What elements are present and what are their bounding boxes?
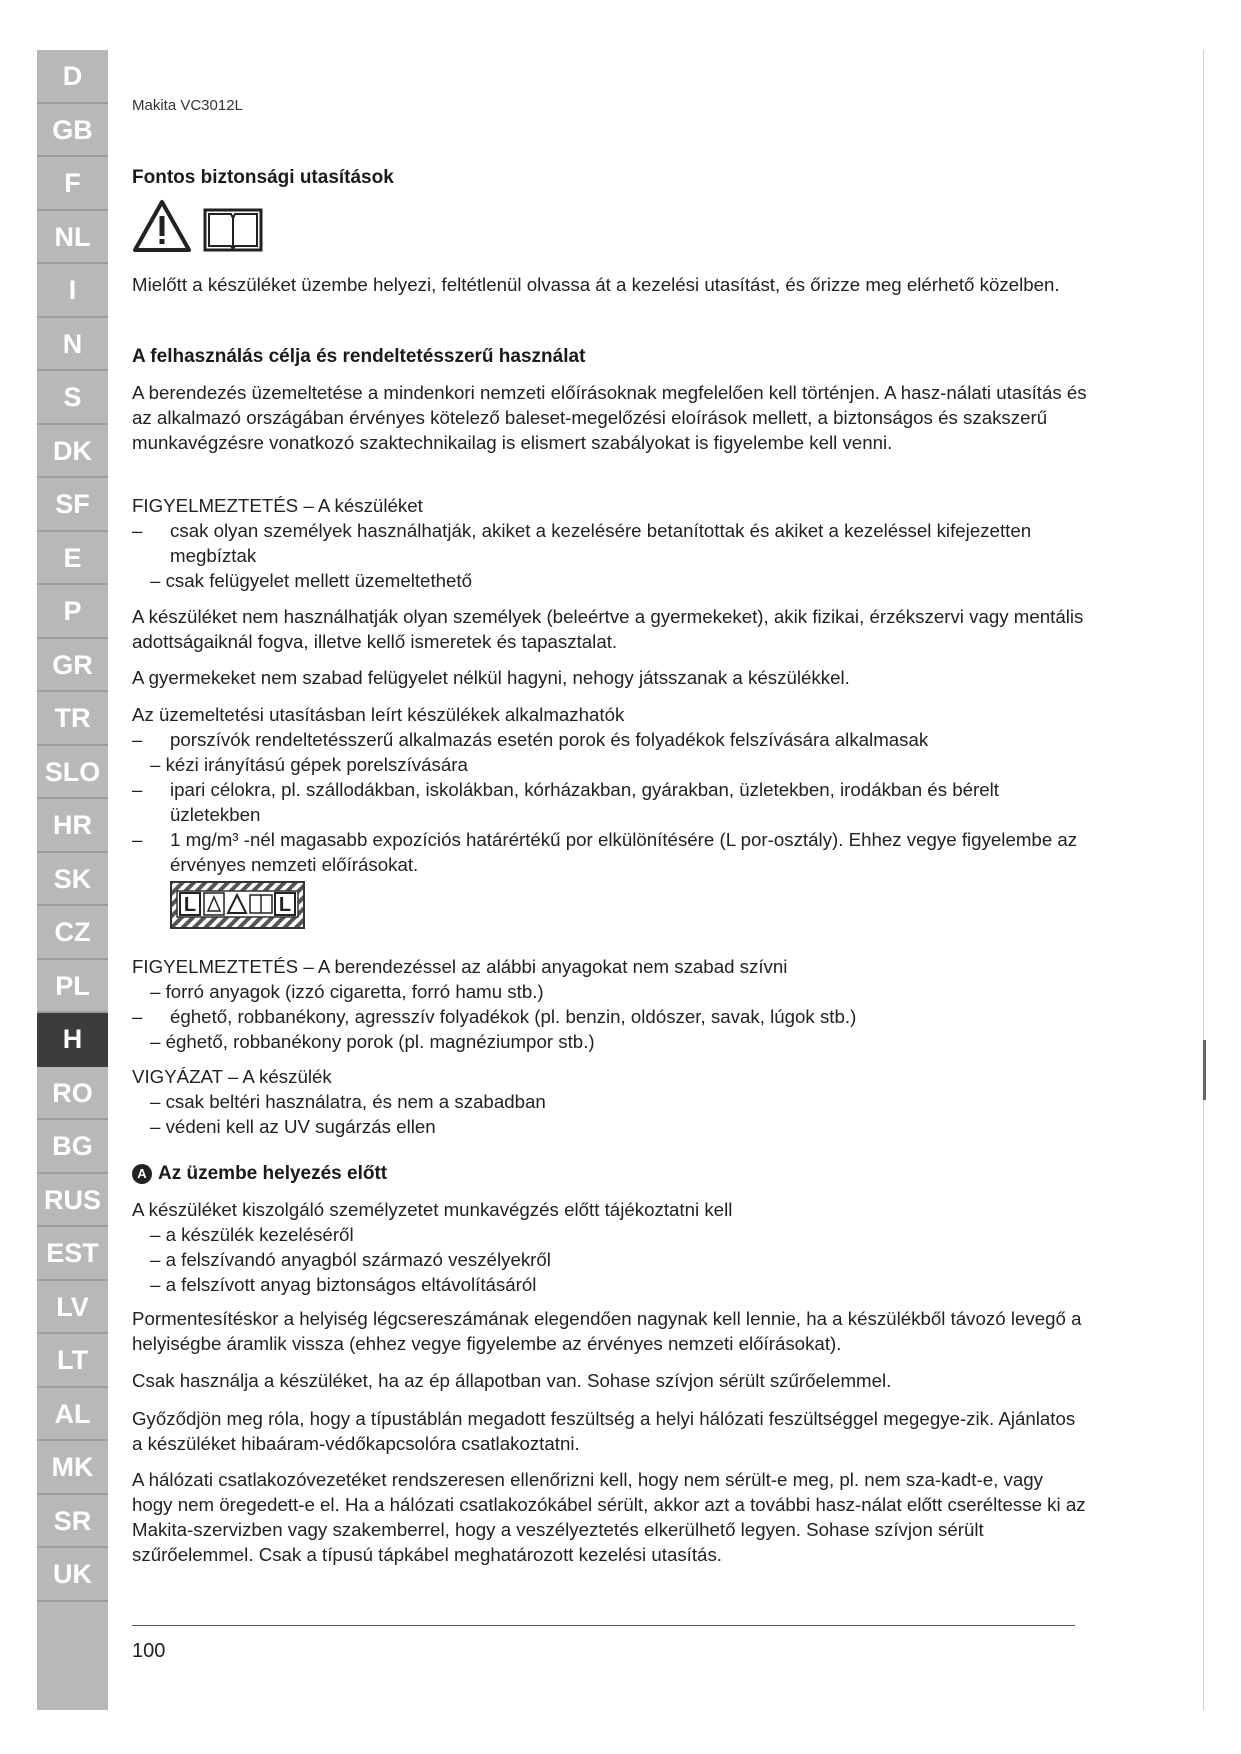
warning-2-lead: FIGYELMEZTETÉS – A berendezéssel az alábbi anyagokat nem szabad szívni xyxy=(132,956,788,977)
language-tab-sf[interactable]: SF xyxy=(37,478,108,532)
language-tab-pl[interactable]: PL xyxy=(37,960,108,1014)
language-tab-lt[interactable]: LT xyxy=(37,1334,108,1388)
right-margin-marker xyxy=(1203,1040,1206,1100)
usage-block xyxy=(132,702,1087,877)
list-item: – ipari célokra, pl. szállodákban, iskolákban, kórházakban, gyárakban, üzletekben, irodákban és bérelt üzletekben xyxy=(132,779,999,825)
condition-paragraph: Csak használja a készüléket, ha az ép állapotban van. Sohase szívjon sérült szűrőelemmel. xyxy=(132,1370,892,1391)
section-a-badge: A xyxy=(132,1164,152,1184)
briefing-lead: A készüléket kiszolgáló személyzetet munkavégzés előtt tájékoztatni kell xyxy=(132,1199,733,1220)
label-letter-right: L xyxy=(278,894,292,916)
usage-lead: Az üzemeltetési utasításban leírt készülékek alkalmazhatók xyxy=(132,704,625,725)
list-item: – csak felügyelet mellett üzemeltethető xyxy=(150,570,473,591)
language-tab-n[interactable]: N xyxy=(37,318,108,372)
language-tab-ro[interactable]: RO xyxy=(37,1067,108,1121)
language-tab-d[interactable]: D xyxy=(37,50,108,104)
language-tab-f[interactable]: F xyxy=(37,157,108,211)
language-tab-i[interactable]: I xyxy=(37,264,108,318)
list-item: – kézi irányítású gépek porelszívására xyxy=(150,754,468,775)
warning-1-lead: FIGYELMEZTETÉS – A készüléket xyxy=(132,495,423,516)
list-item: – éghető, robbanékony porok (pl. magnéziumpor stb.) xyxy=(150,1031,595,1052)
list-item: – védeni kell az UV sugárzás ellen xyxy=(150,1116,436,1137)
caution-lead: VIGYÁZAT – A készülék xyxy=(132,1066,332,1087)
language-tab-mk[interactable]: MK xyxy=(37,1441,108,1495)
warning-block-1 xyxy=(132,493,1087,593)
language-tab-p[interactable]: P xyxy=(37,585,108,639)
briefing-block xyxy=(132,1197,1087,1297)
language-tab-s[interactable]: S xyxy=(37,371,108,425)
language-tab-sk[interactable]: SK xyxy=(37,853,108,907)
list-item: – 1 mg/m³ -nél magasabb expozíciós határértékű por elkülönítésére (L por-osztály). Ehhez vegye figyelembe az érvényes nemzeti előírásokat. xyxy=(132,829,1078,875)
language-tab-nl[interactable]: NL xyxy=(37,211,108,265)
label-letter-left: L xyxy=(183,894,197,916)
page-number: 100 xyxy=(132,1640,166,1662)
list-item: – csak beltéri használatra, és nem a szabadban xyxy=(150,1091,546,1112)
cable-paragraph: A hálózati csatlakozóvezetéket rendszeresen ellenőrizni kell, hogy nem sérült-e meg, pl. nem sza-kadt-e, vagy hogy nem öregedett-e el. Ha a hálózati csatlakozókábel sérült, akkor azt a további hasz-nálat előtt cseréltesse ki az Makita-szervizben vagy szakemberrel, hogy a veszélyeztetés elkerülhető legyen. Sohase szívjon sérült szűrőelemmel. Csak a típusú tápkábel meghatározott kezelési utasítás. xyxy=(132,1469,1086,1565)
list-item: – a készülék kezeléséről xyxy=(150,1224,354,1245)
language-tab-gr[interactable]: GR xyxy=(37,639,108,693)
list-item: – a felszívott anyag biztonságos eltávolításáról xyxy=(150,1274,537,1295)
list-item: – porszívók rendeltetésszerű alkalmazás esetén porok és folyadékok felszívására alkalmasak xyxy=(132,729,929,750)
ventilation-paragraph: Pormentesítéskor a helyiség légcsereszámának elegendően nagynak kell lennie, ha a készülékből távozó levegő a helyiségbe áramlik vissza (ehhez vegye figyelembe az érvényes nemzeti előírásokat). xyxy=(132,1308,1082,1354)
language-tab-h[interactable]: H xyxy=(37,1013,108,1067)
restriction-paragraph: A készüléket nem használhatják olyan személyek (beleértve a gyermekeket), akik fizikai, érzékszervi vagy mentális adottságaiknál fogva, illetve kellő ismeretek és tapasztalat. xyxy=(132,606,1084,652)
list-item: – éghető, robbanékony, agresszív folyadékok (pl. benzin, oldószer, savak, lúgok stb.) xyxy=(132,1006,857,1027)
list-item: – a felszívandó anyagból származó veszélyekről xyxy=(150,1249,551,1270)
language-tab-sr[interactable]: SR xyxy=(37,1495,108,1549)
model-name: Makita VC3012L xyxy=(132,97,243,114)
section-heading-purpose: A felhasználás célja és rendeltetésszerű használat xyxy=(132,346,586,367)
language-tab-uk[interactable]: UK xyxy=(37,1548,108,1602)
language-tab-lv[interactable]: LV xyxy=(37,1281,108,1335)
language-tab-e[interactable]: E xyxy=(37,532,108,586)
language-tab-al[interactable]: AL xyxy=(37,1388,108,1442)
language-tab-slo[interactable]: SLO xyxy=(37,746,108,800)
footer-rule xyxy=(132,1625,1075,1626)
list-item: – csak olyan személyek használhatják, akiket a kezelésére betanítottak és akiket a kezeléssel kifejezetten megbíztak xyxy=(132,520,1032,566)
language-sidebar xyxy=(37,50,108,1710)
language-tab-dk[interactable]: DK xyxy=(37,425,108,479)
dust-class-l-label xyxy=(170,881,305,929)
right-margin-line xyxy=(1203,50,1204,1710)
children-paragraph: A gyermekeket nem szabad felügyelet nélkül hagyni, nehogy játsszanak a készülékkel. xyxy=(132,667,850,688)
section-heading-before-start: A Az üzembe helyezés előtt xyxy=(132,1163,387,1185)
manual-book-icon xyxy=(205,210,261,250)
language-tab-tr[interactable]: TR xyxy=(37,692,108,746)
language-tab-hr[interactable]: HR xyxy=(37,799,108,853)
intro-text: Mielőtt a készüléket üzembe helyezi, feltétlenül olvassa át a kezelési utasítást, és őrizze meg elérhető közelben. xyxy=(132,274,1060,295)
language-tab-gb[interactable]: GB xyxy=(37,104,108,158)
caution-block xyxy=(132,1064,1087,1139)
page-title: Fontos biztonsági utasítások xyxy=(132,167,394,188)
language-tab-bg[interactable]: BG xyxy=(37,1120,108,1174)
voltage-paragraph: Győződjön meg róla, hogy a típustáblán megadott feszültség a helyi hálózati feszültséggel megegye-zik. Ajánlatos a készüléket hibaáram-védőkapcsolóra csatlakoztatni. xyxy=(132,1408,1076,1454)
safety-icons xyxy=(132,198,267,263)
language-tab-rus[interactable]: RUS xyxy=(37,1174,108,1228)
warning-triangle-icon xyxy=(135,202,189,250)
language-tab-cz[interactable]: CZ xyxy=(37,906,108,960)
list-item: – forró anyagok (izzó cigaretta, forró hamu stb.) xyxy=(150,981,544,1002)
warning-block-2 xyxy=(132,954,1087,1054)
purpose-paragraph: A berendezés üzemeltetése a mindenkori nemzeti előírásoknak megfelelően kell történjen. A hasz-nálati utasítás és az alkalmazó országában érvényes kötelező baleset-megelőzési eloírások mellett, a biztonságos és szakszerű munkavégzésre vonatkozó szaktechnikailag is elismert szabályokat is figyelembe kell venni. xyxy=(132,382,1087,453)
language-tab-est[interactable]: EST xyxy=(37,1227,108,1281)
